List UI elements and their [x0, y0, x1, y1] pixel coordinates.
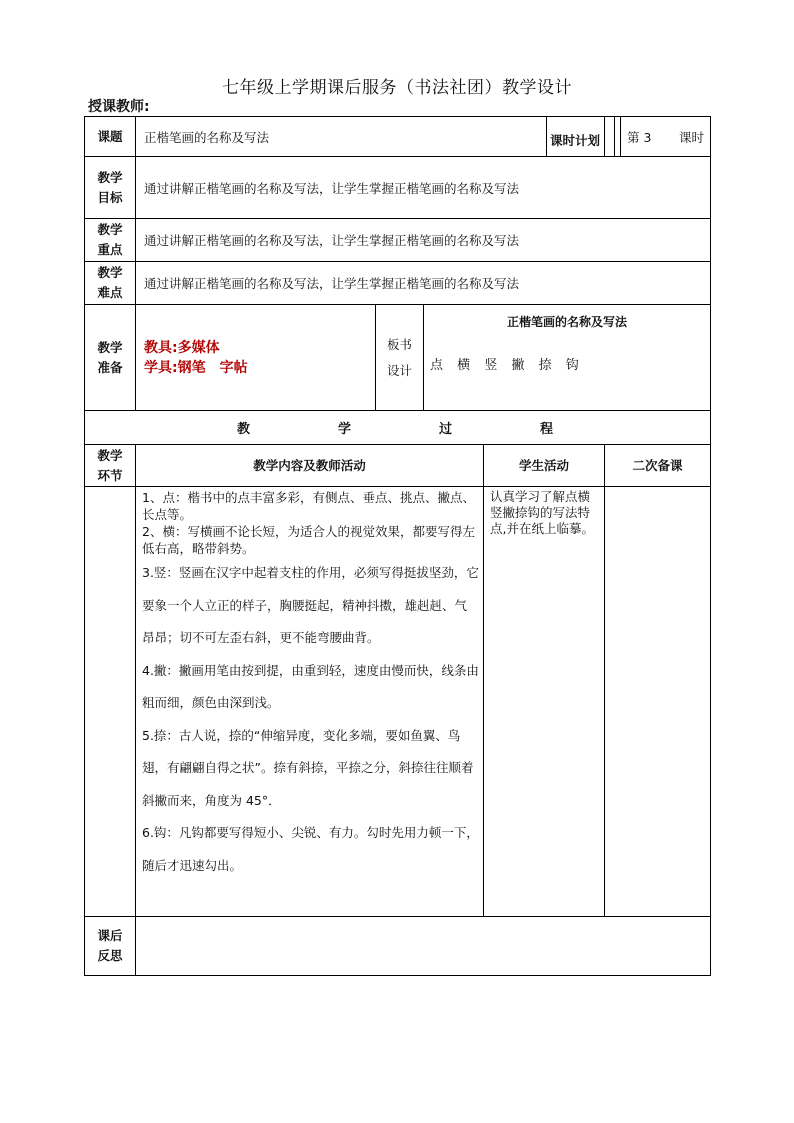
goal-label-1: 教学	[97, 169, 123, 185]
board-title: 正楷笔画的名称及写法	[507, 315, 628, 329]
step-header-1: 教学	[97, 447, 123, 463]
stroke-item: 横	[457, 358, 471, 373]
stroke-item: 竖	[484, 358, 498, 373]
goal-value: 通过讲解正楷笔画的名称及写法，让学生掌握正楷笔画的名称及写法	[136, 157, 711, 219]
process-heading	[85, 411, 711, 445]
lesson-cell	[621, 117, 711, 157]
second-prep-cell	[605, 487, 711, 917]
lesson-plan-label: 课时计划	[550, 133, 601, 148]
key-label-1: 教学	[97, 222, 123, 237]
stroke-item: 捺	[538, 358, 552, 373]
reflection-value	[136, 917, 711, 976]
reflection-label	[85, 917, 136, 976]
key-value: 通过讲解正楷笔画的名称及写法，让学生掌握正楷笔画的名称及写法	[136, 219, 711, 262]
second-prep-header: 二次备课	[605, 445, 711, 487]
teacher-label: 授课教师:	[88, 99, 150, 115]
difficulty-label-2: 难点	[97, 285, 123, 300]
stroke-item: 撇	[511, 358, 525, 373]
process-char: 教	[236, 422, 250, 437]
topic-value: 正楷笔画的名称及写法	[136, 117, 605, 157]
reflection-row	[85, 917, 711, 976]
teacher-tools: 教具:多媒体	[144, 339, 220, 356]
content-para: 5.捺：古人说，捺的“伸缩异度，变化多端，要如鱼翼、鸟翅，有翩翩自得之状”。捺有斜捺，平捺之分，斜捺往往顺着斜撇而来，角度为 45°．	[142, 727, 474, 808]
board-design	[424, 305, 711, 411]
content-para: 3.竖：竖画在汉字中起着支柱的作用，必须写得挺拔坚劲，它要象一个人立正的样子，胸腰挺起，精神抖擞，雄赳赳、气昂昂；切不可左歪右斜，更不能弯腰曲背。	[142, 565, 479, 645]
document-title: 七年级上学期课后服务（书法社团）教学设计	[222, 78, 572, 98]
stroke-item: 点	[430, 358, 444, 373]
key-label-2: 重点	[97, 242, 123, 257]
key-row	[85, 219, 711, 262]
prep-tools	[136, 305, 376, 411]
lesson-plan-table	[84, 116, 711, 976]
lesson-suffix: 课时	[679, 129, 705, 145]
board-label-2: 设计	[386, 362, 412, 378]
body-row	[85, 487, 711, 917]
columns-row	[85, 445, 711, 487]
board-label-1: 板书	[386, 336, 412, 352]
process-char: 过	[438, 422, 452, 437]
student-header: 学生活动	[484, 445, 605, 487]
process-char: 学	[337, 422, 351, 437]
content-para: 1、点：楷书中的点丰富多彩，有侧点、垂点、挑点、撇点、长点等。	[142, 490, 475, 522]
goal-row	[85, 157, 711, 219]
goal-label	[85, 157, 136, 219]
board-strokes	[424, 354, 710, 373]
difficulty-label-1: 教学	[97, 265, 123, 280]
step-header-2: 环节	[97, 467, 123, 483]
content-para: 4.撇：撇画用笔由按到提，由重到轻，速度由慢而快，线条由粗而细，颜色由深到浅。	[142, 662, 479, 710]
lesson-plan-divider	[546, 116, 547, 156]
prep-row	[85, 305, 711, 411]
reflection-label-1: 课后	[97, 928, 123, 943]
goal-label-2: 目标	[97, 189, 123, 205]
process-row	[85, 411, 711, 445]
key-label	[85, 219, 136, 262]
difficulty-label	[85, 262, 136, 305]
content-header: 教学内容及教师活动	[136, 445, 484, 487]
prep-label-1: 教学	[97, 339, 123, 355]
content-para: 2、横：写横画不论长短，为适合人的视觉效果，都要写得左低右高，略带斜势。	[142, 524, 475, 556]
process-char: 程	[539, 422, 553, 437]
difficulty-value: 通过讲解正楷笔画的名称及写法，让学生掌握正楷笔画的名称及写法	[136, 262, 711, 305]
lesson-prefix: 第 3	[627, 129, 652, 145]
teaching-content	[136, 487, 484, 917]
lesson-plan-divider	[614, 116, 615, 156]
student-tools: 学具:钢笔 字帖	[144, 359, 248, 376]
content-para: 6.钩：凡钩都要写得短小、尖锐、有力。勾时先用力顿一下，随后才迅速勾出。	[142, 825, 479, 873]
topic-label: 课题	[85, 117, 136, 157]
topic-row	[85, 117, 711, 157]
lesson-number	[621, 128, 710, 146]
step-cell	[85, 487, 136, 917]
student-activity: 认真学习了解点横竖撇捺钩的写法特点,并在纸上临摹。	[484, 487, 605, 917]
step-header	[85, 445, 136, 487]
board-label	[376, 305, 424, 411]
prep-label	[85, 305, 136, 411]
reflection-label-2: 反思	[97, 948, 123, 963]
difficulty-row	[85, 262, 711, 305]
stroke-item: 钩	[565, 358, 579, 373]
prep-label-2: 准备	[97, 359, 123, 375]
